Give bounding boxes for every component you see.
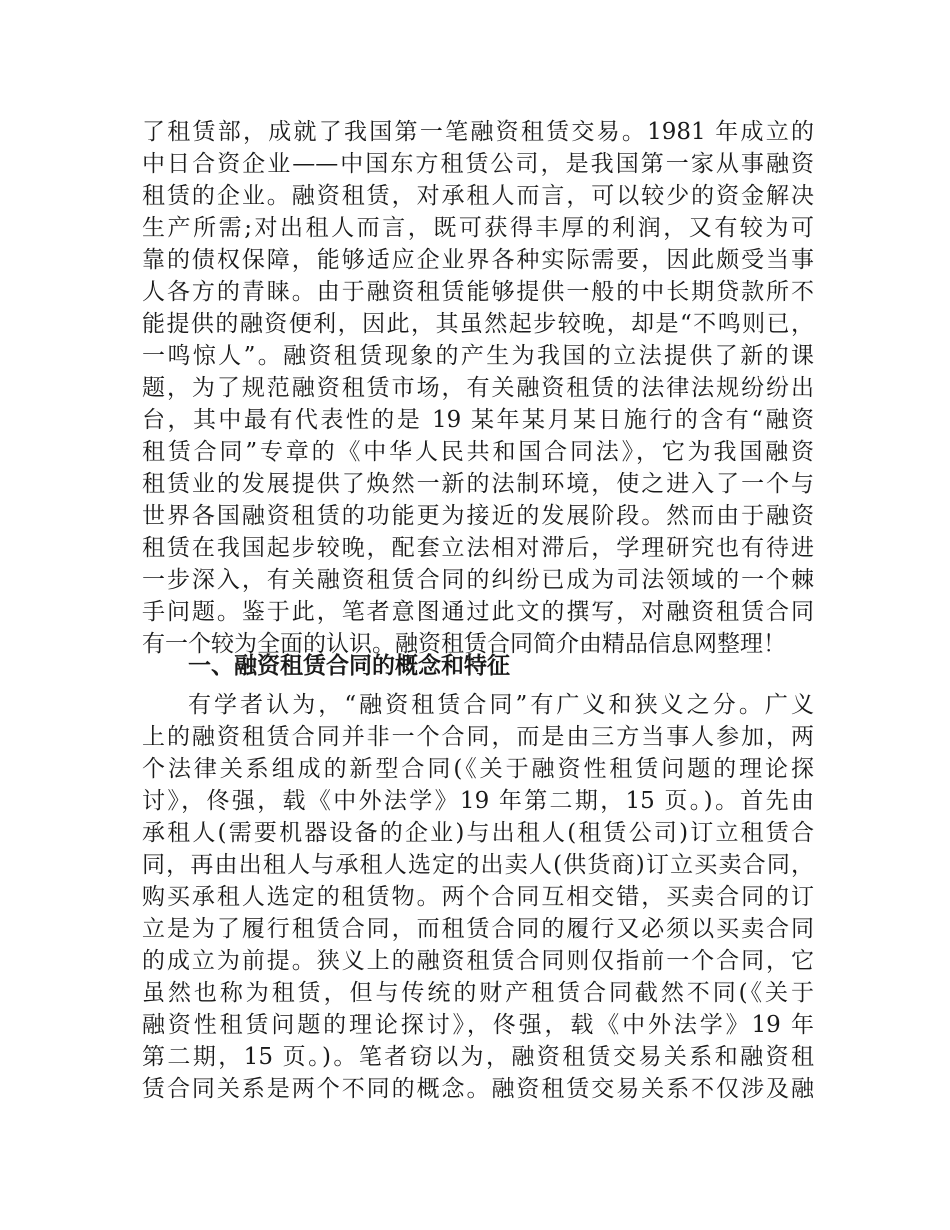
paragraph-line: 租赁的企业。融资租赁，对承租人而言，可以较少的资金解决 xyxy=(142,183,814,209)
paragraph-line: 同，再由出租人与承租人选定的出卖人(供货商)订立买卖合同， xyxy=(142,852,814,878)
paragraph-line: 融资性租赁问题的理论探讨》，佟强，载《中外法学》19 年 xyxy=(142,1012,814,1038)
paragraph-line: 生产所需;对出租人而言，既可获得丰厚的利润，又有较为可 xyxy=(142,215,814,241)
paragraph-line: 租赁业的发展提供了焕然一新的法制环境，使之进入了一个与 xyxy=(142,471,814,497)
paragraph-line: 题，为了规范融资租赁市场，有关融资租赁的法律法规纷纷出 xyxy=(142,375,814,401)
paragraph-line: 购买承租人选定的租赁物。两个合同互相交错，买卖合同的订 xyxy=(142,884,814,910)
paragraph-line: 人各方的青睐。由于融资租赁能够提供一般的中长期贷款所不 xyxy=(142,279,814,305)
body-paragraph-2 xyxy=(142,689,814,1105)
paragraph-line: 第二期，15 页。)。笔者窃以为，融资租赁交易关系和融资租 xyxy=(142,1044,814,1070)
paragraph-line: 上的融资租赁合同并非一个合同，而是由三方当事人参加，两 xyxy=(142,724,814,750)
paragraph-line: 能提供的融资便利，因此，其虽然起步较晚，却是“不鸣则已， xyxy=(142,311,814,337)
paragraph-line: 讨》，佟强，载《中外法学》19 年第二期，15 页。)。首先由 xyxy=(142,788,814,814)
paragraph-line: 一步深入，有关融资租赁合同的纠纷已成为司法领域的一个棘 xyxy=(142,567,814,593)
paragraph-line: 个法律关系组成的新型合同(《关于融资性租赁问题的理论探 xyxy=(142,756,814,782)
paragraph-line: 手问题。鉴于此，笔者意图通过此文的撰写，对融资租赁合同 xyxy=(142,599,814,625)
paragraph-line: 承租人(需要机器设备的企业)与出租人(租赁公司)订立租赁合 xyxy=(142,820,814,846)
paragraph-line: 的成立为前提。狭义上的融资租赁合同则仅指前一个合同，它 xyxy=(142,948,814,974)
body-paragraph-1 xyxy=(142,116,814,660)
paragraph-line: 中日合资企业——中国东方租赁公司，是我国第一家从事融资 xyxy=(142,151,814,177)
paragraph-line: 租赁在我国起步较晚，配套立法相对滞后，学理研究也有待进 xyxy=(142,535,814,561)
paragraph-line: 赁合同关系是两个不同的概念。融资租赁交易关系不仅涉及融 xyxy=(142,1076,814,1102)
paragraph-line: 一鸣惊人”。融资租赁现象的产生为我国的立法提供了新的课 xyxy=(142,343,814,369)
section-heading: 一、融资租赁合同的概念和特征 xyxy=(188,653,510,679)
paragraph-line: 台，其中最有代表性的是 19 某年某月某日施行的含有“融资 xyxy=(142,407,814,433)
paragraph-line: 有一个较为全面的认识。融资租赁合同简介由精品信息网整理！ xyxy=(142,631,786,657)
paragraph-line: 世界各国融资租赁的功能更为接近的发展阶段。然而由于融资 xyxy=(142,503,814,529)
paragraph-line: 靠的债权保障，能够适应企业界各种实际需要，因此颇受当事 xyxy=(142,247,814,273)
paragraph-line: 虽然也称为租赁，但与传统的财产租赁合同截然不同(《关于 xyxy=(142,980,814,1006)
paragraph-line: 立是为了履行租赁合同，而租赁合同的履行又必须以买卖合同 xyxy=(142,916,814,942)
paragraph-line: 了租赁部，成就了我国第一笔融资租赁交易。1981 年成立的 xyxy=(142,119,814,145)
paragraph-line: 有学者认为，“融资租赁合同”有广义和狭义之分。广义 xyxy=(188,692,814,718)
paragraph-line: 租赁合同”专章的《中华人民共和国合同法》，它为我国融资 xyxy=(142,439,814,465)
